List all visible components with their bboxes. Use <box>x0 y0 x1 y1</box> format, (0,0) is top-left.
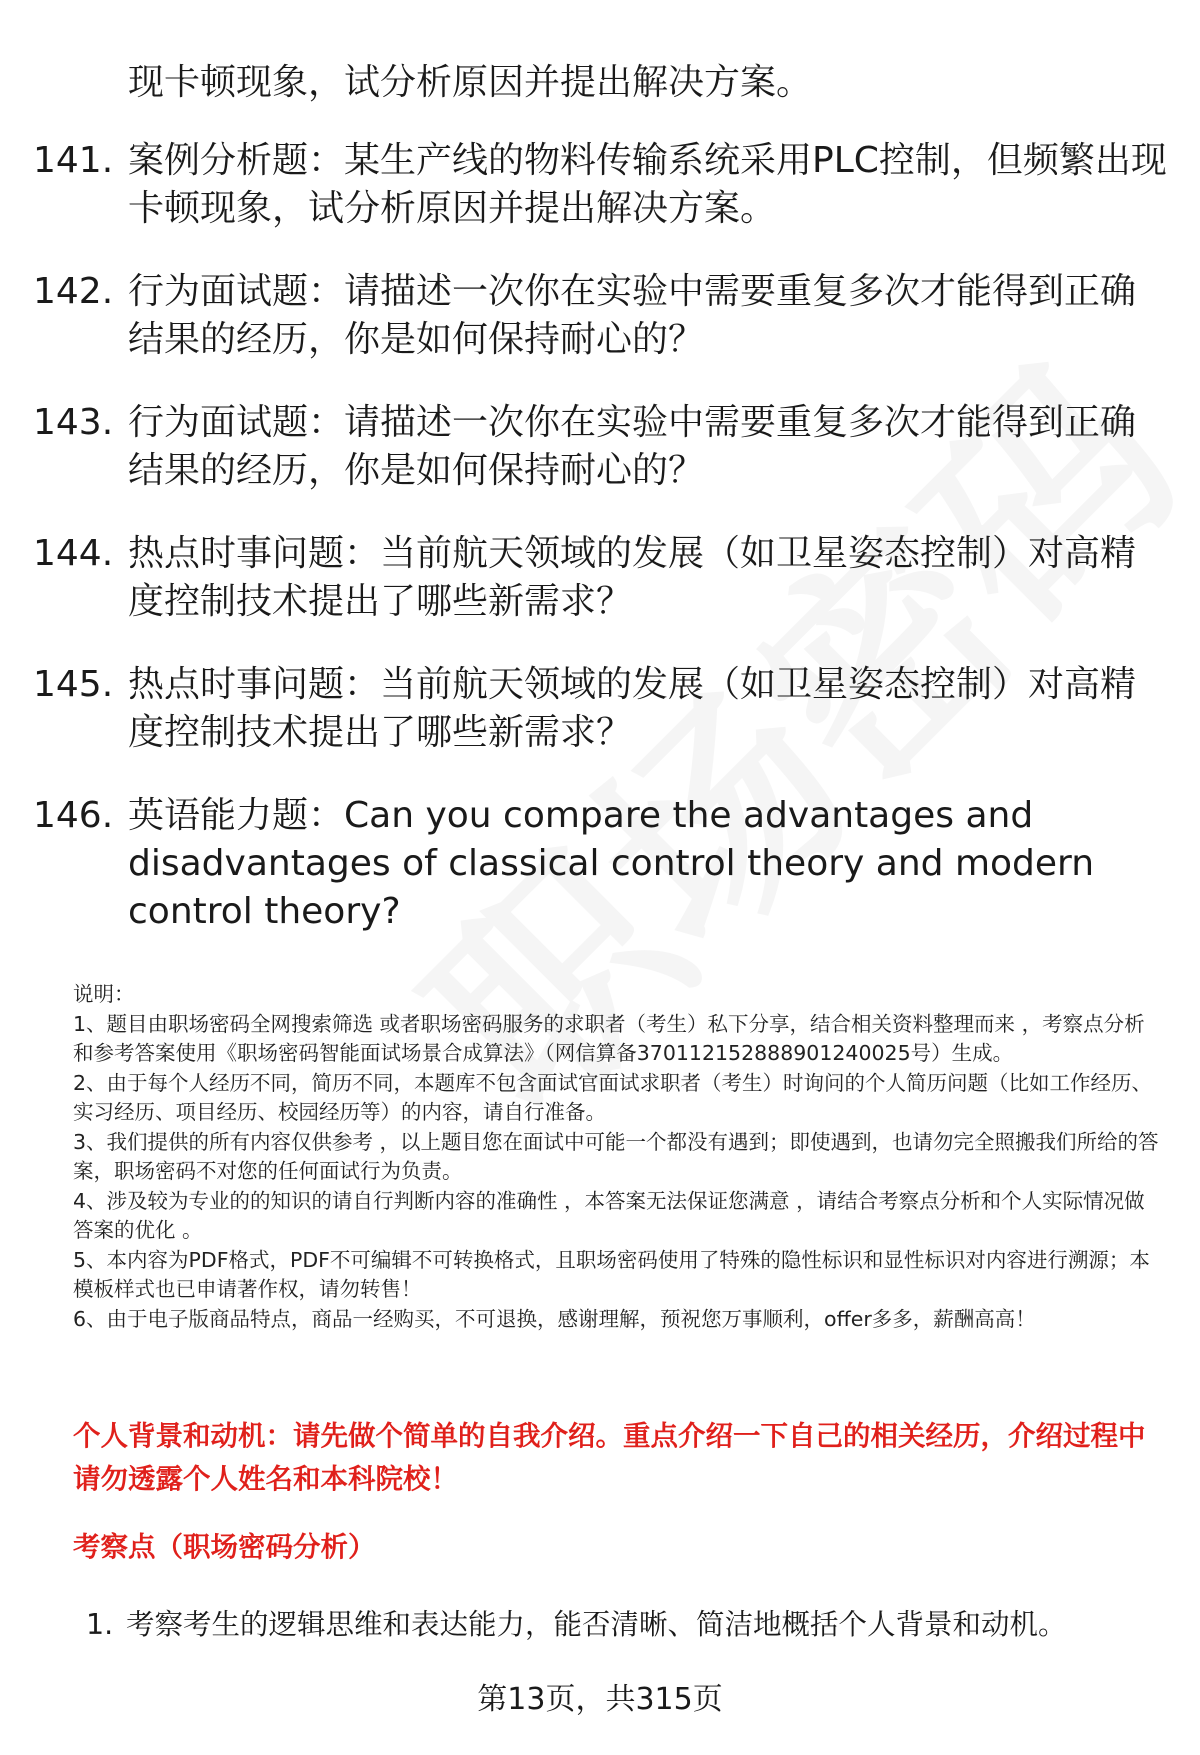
question-list <box>33 137 1173 971</box>
question-item <box>33 268 1173 364</box>
question-text: 案例分析题：某生产线的物料传输系统采用PLC控制，但频繁出现卡顿现象，试分析原因并提出解决方案。 <box>128 140 1167 229</box>
question-text: 行为面试题：请描述一次你在实验中需要重复多次才能得到正确结果的经历，你是如何保持耐心的？ <box>128 402 1137 491</box>
analysis-point <box>86 1605 1067 1645</box>
question-item <box>33 792 1173 936</box>
question-number: 144. <box>33 533 114 574</box>
page-footer: 第13页，共315页 <box>477 1682 723 1717</box>
question-text: 热点时事问题：当前航天领域的发展（如卫星姿态控制）对高精度控制技术提出了哪些新需求？ <box>128 533 1137 622</box>
question-number: 143. <box>33 402 114 443</box>
question-item <box>33 661 1173 757</box>
question-item <box>33 530 1173 626</box>
question-text: 行为面试题：请描述一次你在实验中需要重复多次才能得到正确结果的经历，你是如何保持耐心的？ <box>128 271 1137 360</box>
question-continuation: 现卡顿现象，试分析原因并提出解决方案。 <box>128 62 813 103</box>
note-item: 1、题目由职场密码全网搜索筛选 或者职场密码服务的求职者（考生）私下分享，结合相关资料整理而来 ，考察点分析和参考答案使用《职场密码智能面试场景合成算法》（网信算备370112152888901240025号）生成。 <box>73 1011 1145 1065</box>
note-item: 5、本内容为PDF格式，PDF不可编辑不可转换格式，且职场密码使用了特殊的隐性标识和显性标识对内容进行溯源；本模板样式也已申请著作权，请勿转售！ <box>73 1247 1150 1301</box>
analysis-heading: 考察点（职场密码分析） <box>73 1531 376 1563</box>
question-number: 145. <box>33 664 114 705</box>
note-item: 2、由于每个人经历不同，简历不同，本题库不包含面试官面试求职者（考生）时询问的个人简历问题（比如工作经历、实习经历、项目经历、校园经历等）的内容，请自行准备。 <box>73 1070 1153 1124</box>
notes-section <box>73 980 1163 1334</box>
question-number: 146. <box>33 795 114 836</box>
question-text: 热点时事问题：当前航天领域的发展（如卫星姿态控制）对高精度控制技术提出了哪些新需求？ <box>128 664 1137 753</box>
question-text: 英语能力题：Can you compare the advantages and disadvantages of classical control theory and modern control theory? <box>128 795 1095 932</box>
interview-question-heading: 个人背景和动机：请先做个简单的自我介绍。重点介绍一下自己的相关经历，介绍过程中请勿透露个人姓名和本科院校！ <box>73 1420 1146 1495</box>
note-item: 3、我们提供的所有内容仅供参考 ，以上题目您在面试中可能一个都没有遇到；即使遇到，也请勿完全照搬我们所给的答案，职场密码不对您的任何面试行为负责。 <box>73 1129 1159 1183</box>
notes-title: 说明： <box>73 982 135 1006</box>
question-number: 142. <box>33 271 114 312</box>
note-item: 4、涉及较为专业的的知识的请自行判断内容的准确性 ，本答案无法保证您满意 ，请结合考察点分析和个人实际情况做答案的优化 。 <box>73 1188 1145 1242</box>
analysis-point-number: 1. <box>86 1608 114 1641</box>
question-number: 141. <box>33 140 114 181</box>
question-item <box>33 137 1173 233</box>
analysis-point-text: 考察考生的逻辑思维和表达能力，能否清晰、简洁地概括个人背景和动机。 <box>126 1608 1067 1641</box>
note-item: 6、由于电子版商品特点，商品一经购买，不可退换，感谢理解，预祝您万事顺利，offer多多，薪酬高高！ <box>73 1306 1036 1331</box>
question-item <box>33 399 1173 495</box>
